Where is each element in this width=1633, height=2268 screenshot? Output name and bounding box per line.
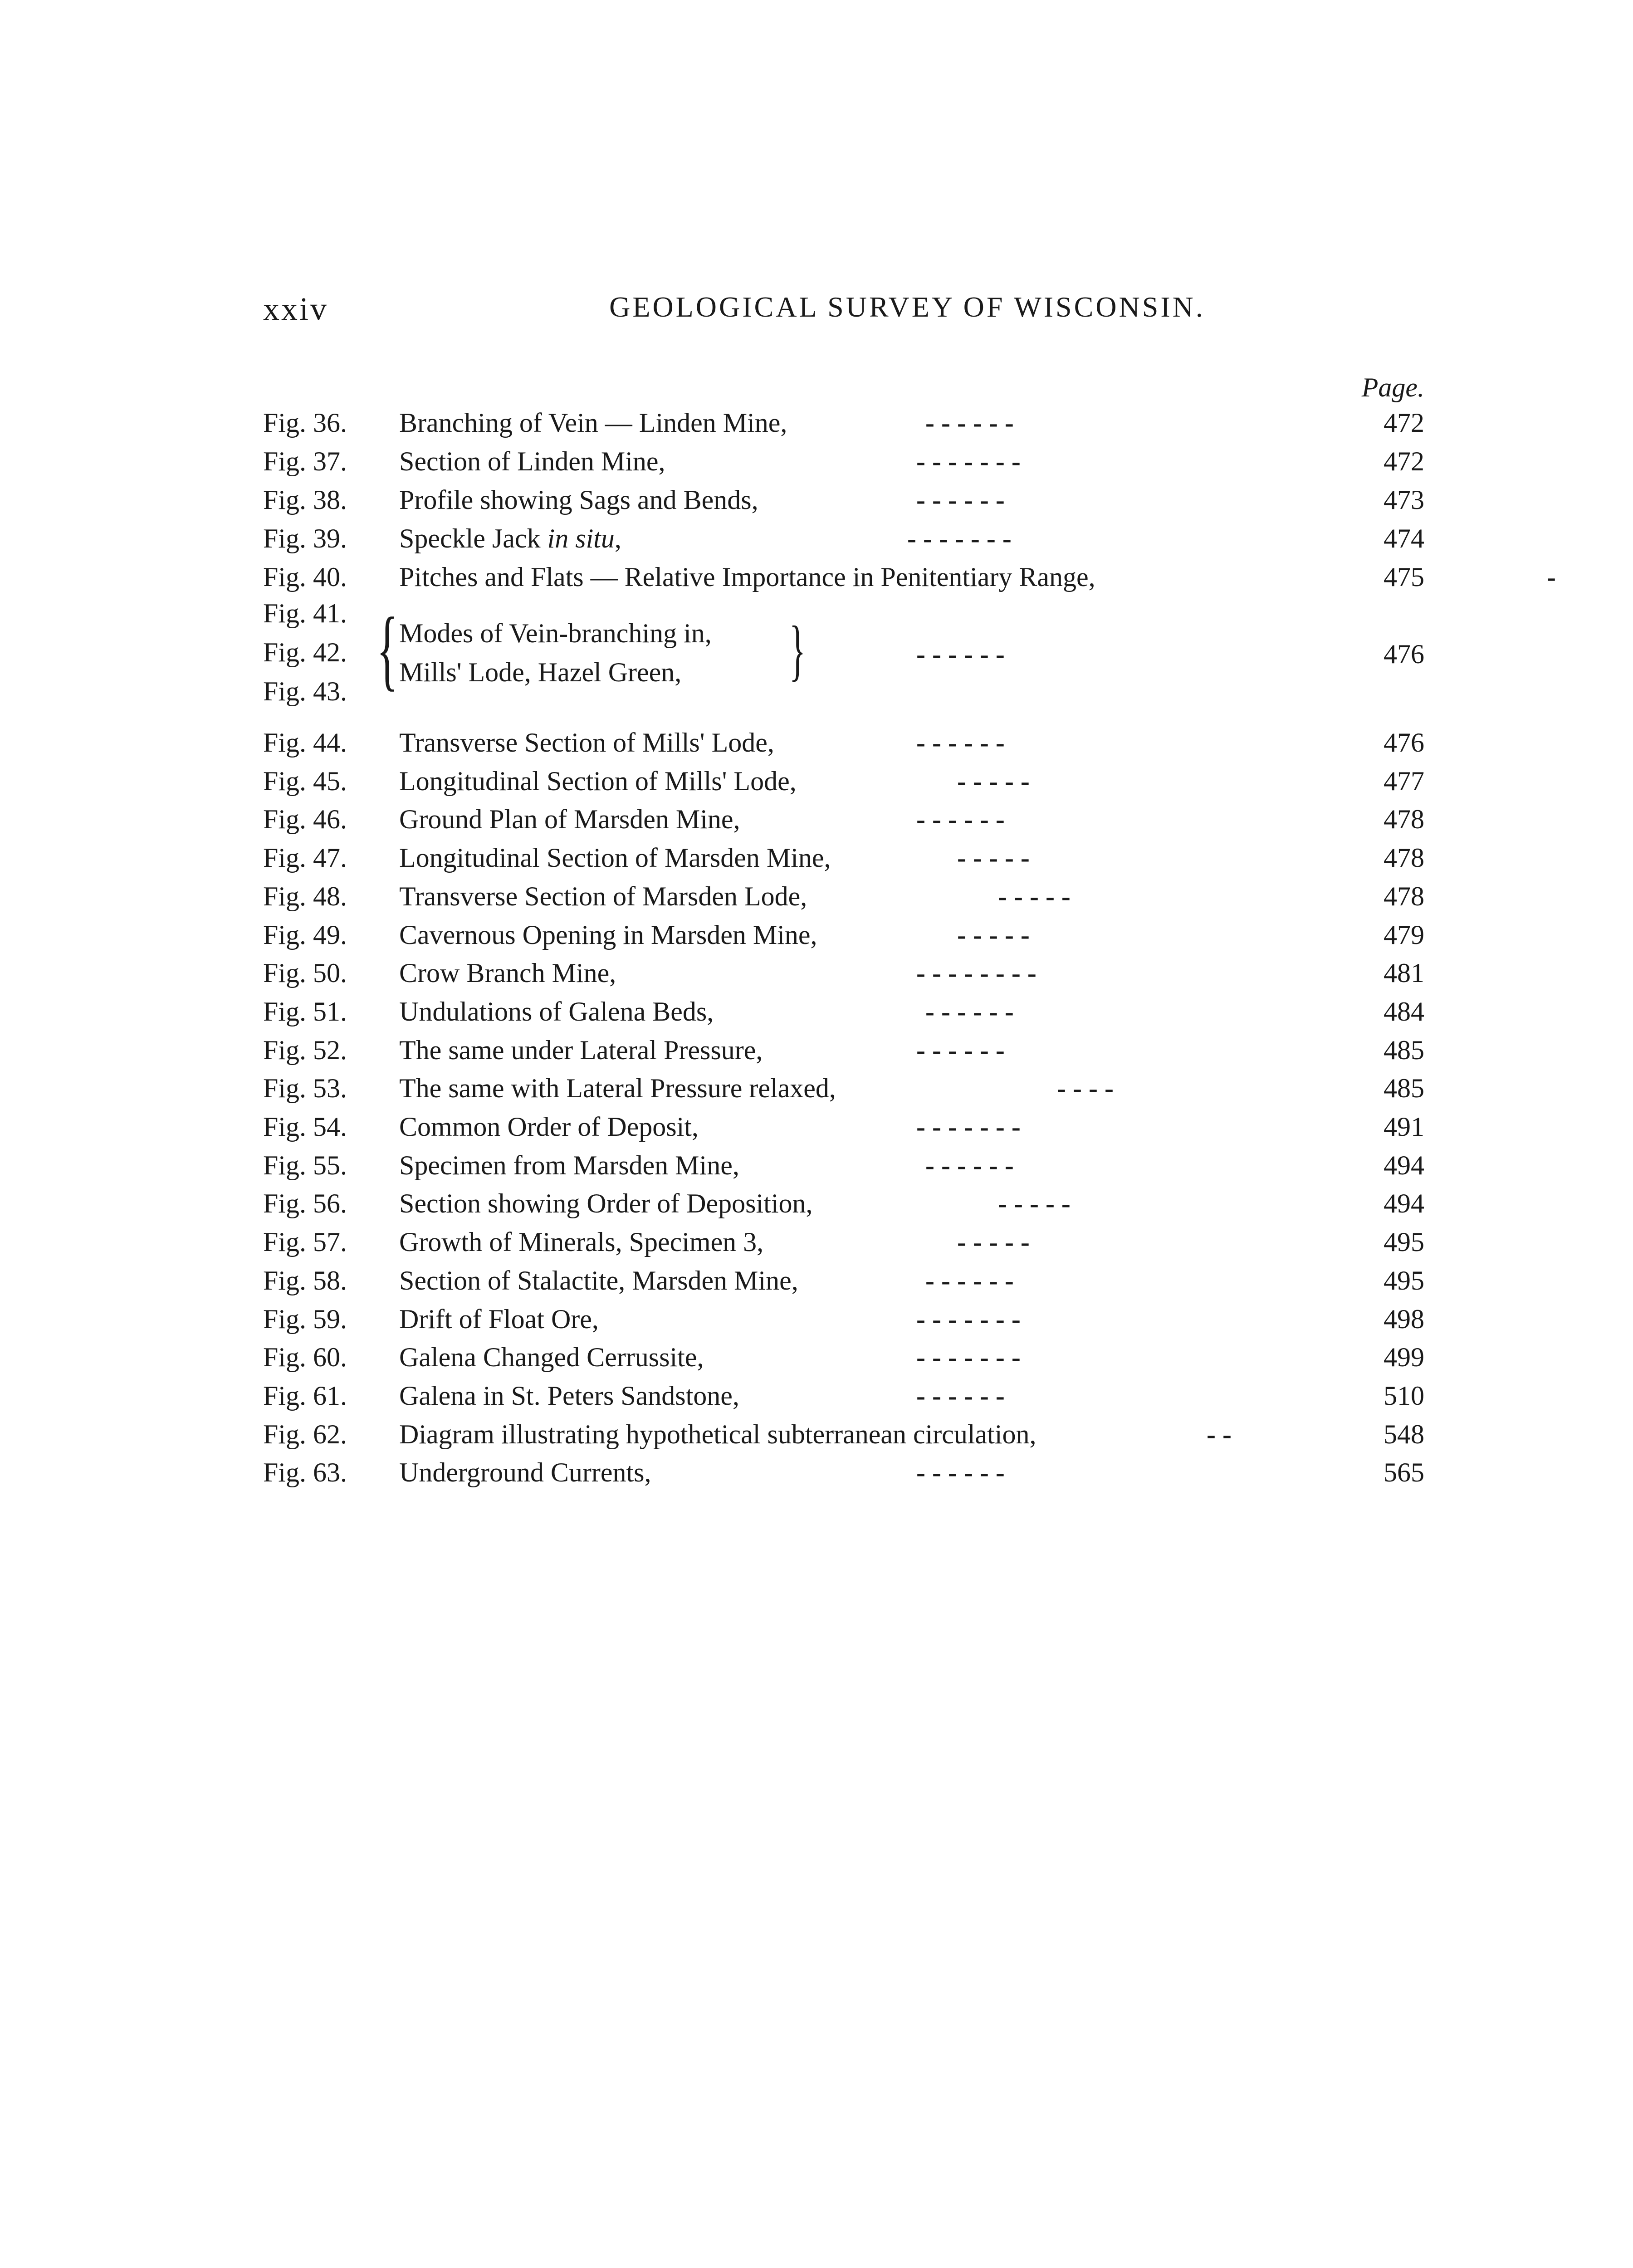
page-number: 565 [1384,1457,1424,1488]
page-column-label: Page. [1361,372,1424,402]
fig-label: Fig. 63. [263,1457,347,1488]
entry-title: Profile showing Sags and Bends, [399,485,758,515]
leader-dots: - - - - - - - [916,1342,1021,1373]
page-number: 476 [1384,728,1424,758]
page-number: 478 [1384,843,1424,873]
fig-label: Fig. 49. [263,919,347,950]
leader-dots: - - - - - - [925,996,1014,1026]
entry-title: Cavernous Opening in Marsden Mine, [399,919,817,950]
fig-label: Fig. 38. [263,485,347,515]
leader-dots: - - - - - - [916,728,1005,758]
entry-title: Section of Linden Mine, [399,446,665,476]
page-number: 472 [1384,446,1424,476]
fig-label: Fig. 36. [263,408,347,438]
page-number: 485 [1384,1073,1424,1104]
fig-label: Fig. 55. [263,1150,347,1180]
entry-title: Growth of Minerals, Specimen 3, [399,1227,764,1257]
entry-title: Longitudinal Section of Mills' Lode, [399,766,797,796]
entry-title: Diagram illustrating hypothetical subterranean circulation, [399,1419,1037,1449]
left-brace: { [376,599,398,699]
fig-label: Fig. 39. [263,523,347,553]
entry-title: Galena in St. Peters Sandstone, [399,1380,739,1411]
entry-title: Speckle Jack in situ, [399,523,621,553]
page-folio: xxiv [263,291,329,327]
figure-entry [263,1261,1424,1300]
figure-entry [263,558,1556,596]
leader-dots: - - - - - [957,766,1030,796]
figure-entry [263,762,1424,800]
page-number: 481 [1384,958,1424,988]
figure-entry [263,1377,1424,1415]
page-number: 478 [1384,881,1424,911]
leader-dots: - - - - - - [916,804,1005,835]
page-number: 495 [1384,1227,1424,1257]
figure-entry [263,442,1424,480]
leader-dots: - - - - - - - [916,446,1021,476]
group-title-line: Mills' Lode, Hazel Green, [399,657,682,687]
figure-entry [263,954,1424,992]
figure-entry [263,839,1424,877]
figure-entry [263,723,1424,762]
page-number: 478 [1384,804,1424,835]
figure-entry [263,481,1424,519]
fig-label: Fig. 62. [263,1419,347,1449]
fig-label: Fig. 40. [263,562,347,592]
page-number: 495 [1384,1265,1424,1295]
entry-title: Underground Currents, [399,1457,651,1488]
figure-entry [263,1300,1424,1338]
entry-title: Common Order of Deposit, [399,1112,699,1142]
fig-label: Fig. 48. [263,881,347,911]
entry-title: Crow Branch Mine, [399,958,616,988]
leader-dots: - - - - - - [916,485,1005,515]
right-brace: } [789,612,806,688]
fig-label: Fig. 58. [263,1265,347,1295]
leader-dots: - - - - - [957,843,1030,873]
figure-entry [263,1223,1424,1261]
entry-title: The same with Lateral Pressure relaxed, [399,1073,836,1104]
leader-dots: - - - - [1057,1073,1114,1104]
figure-entry [263,916,1424,954]
figure-entry [263,877,1424,915]
entry-title: Drift of Float Ore, [399,1304,599,1334]
figure-entry [263,404,1424,442]
leader-dots: - - - - - - [925,1150,1014,1180]
entry-title: The same under Lateral Pressure, [399,1035,763,1065]
leader-dots: - - - - - [998,1188,1071,1219]
figure-entry [263,800,1424,838]
fig-label: Fig. 43. [263,676,347,706]
page-number: 548 [1384,1419,1424,1449]
figure-entry [263,1415,1424,1453]
leader-dots: - - - - - - [916,1380,1005,1411]
entry-title: Section of Stalactite, Marsden Mine, [399,1265,798,1295]
fig-label: Fig. 44. [263,728,347,758]
leader-dots: - [1547,562,1556,592]
fig-label: Fig. 45. [263,766,347,796]
leader-dots: - - [1207,1419,1232,1449]
page-number: 494 [1384,1188,1424,1219]
leader-dots: - - - - - - [925,408,1014,438]
fig-label: Fig. 59. [263,1304,347,1334]
fig-label: Fig. 52. [263,1035,347,1065]
entry-title: Transverse Section of Marsden Lode, [399,881,807,911]
fig-label: Fig. 51. [263,996,347,1026]
entry-title: Specimen from Marsden Mine, [399,1150,739,1180]
leader-dots: - - - - - - - [907,523,1012,553]
leader-dots: - - - - - [957,919,1030,950]
fig-label: Fig. 50. [263,958,347,988]
figure-entry [263,519,1424,557]
fig-label: Fig. 60. [263,1342,347,1373]
entry-title: Transverse Section of Mills' Lode, [399,728,774,758]
page-number: 477 [1384,766,1424,796]
page-number: 499 [1384,1342,1424,1373]
page-number: 491 [1384,1112,1424,1142]
fig-label: Fig. 41. [263,598,347,628]
entry-title: Section showing Order of Deposition, [399,1188,813,1219]
page-number: 472 [1384,408,1424,438]
leader-dots: - - - - - - [916,1035,1005,1065]
fig-label: Fig. 57. [263,1227,347,1257]
page-number: 494 [1384,1150,1424,1180]
entry-title: Undulations of Galena Beds, [399,996,714,1026]
leader-dots: - - - - - - - [916,1304,1021,1334]
page-number: 479 [1384,919,1424,950]
page-number: 475 [1384,562,1424,592]
page-number: 473 [1384,485,1424,515]
figure-entry [263,1453,1424,1491]
figure-entry [263,1031,1424,1069]
leader-dots: - - - - - - - - [916,958,1037,988]
leader-dots: - - - - - - [925,1265,1014,1295]
figure-entry [263,1184,1424,1222]
fig-label: Fig. 56. [263,1188,347,1219]
entry-title: Longitudinal Section of Marsden Mine, [399,843,831,873]
page-number: 498 [1384,1304,1424,1334]
page-number: 474 [1384,523,1424,553]
figure-entry [263,1146,1424,1184]
leader-dots: - - - - - [998,881,1071,911]
leader-dots: - - - - - [957,1227,1030,1257]
figure-entry [263,1108,1424,1146]
page-number: 484 [1384,996,1424,1026]
entry-title: Pitches and Flats — Relative Importance in Penitentiary Range, [399,562,1095,592]
fig-label: Fig. 42. [263,637,347,667]
page-number: 485 [1384,1035,1424,1065]
grouped-entry-41-43 [263,598,1424,716]
running-head: GEOLOGICAL SURVEY OF WISCONSIN. [609,291,1205,323]
fig-label: Fig. 53. [263,1073,347,1104]
page-number: 476 [1384,639,1424,669]
figure-entry [263,1338,1424,1376]
entry-title: Branching of Vein — Linden Mine, [399,408,787,438]
leader-dots: - - - - - - [916,1457,1005,1488]
fig-label: Fig. 54. [263,1112,347,1142]
page-number: 510 [1384,1380,1424,1411]
leader-dots: - - - - - - [916,639,1005,669]
fig-label: Fig. 61. [263,1380,347,1411]
fig-label: Fig. 37. [263,446,347,476]
leader-dots: - - - - - - - [916,1112,1021,1142]
entry-title: Ground Plan of Marsden Mine, [399,804,740,835]
entry-title: Galena Changed Cerrussite, [399,1342,704,1373]
group-title-line: Modes of Vein-branching in, [399,618,712,648]
fig-label: Fig. 47. [263,843,347,873]
fig-label: Fig. 46. [263,804,347,835]
figure-entry [263,1069,1424,1107]
figure-entry [263,992,1424,1031]
